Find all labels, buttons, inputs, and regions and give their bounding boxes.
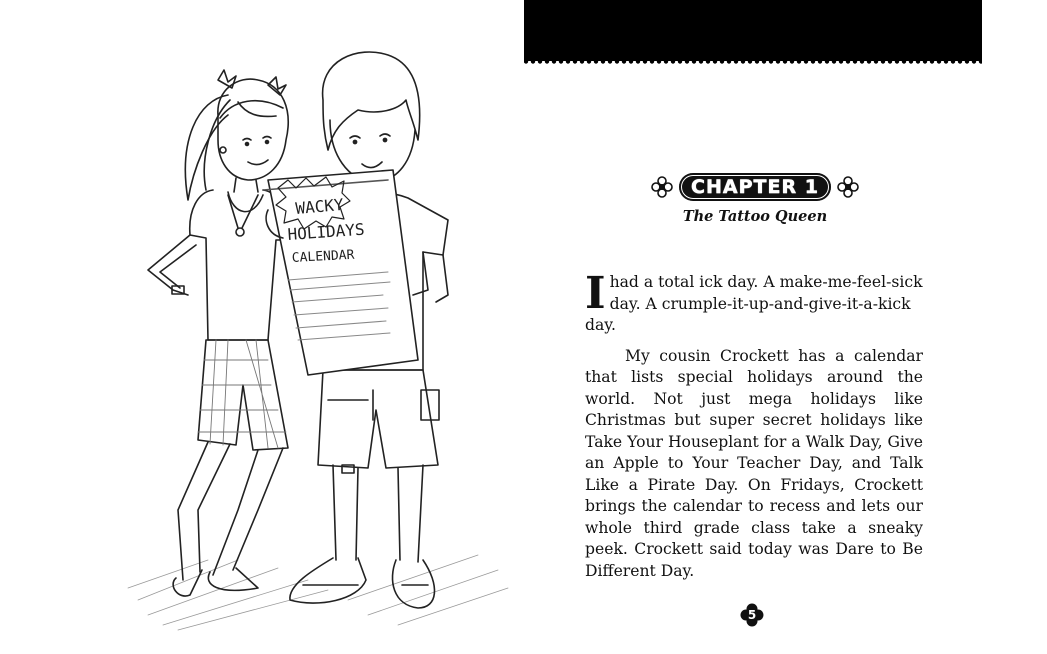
illustration-kids-with-calendar xyxy=(118,40,518,640)
paragraph-opening-text: had a total ick day. A make-me-feel-sick day. A crumple-it-up-and-give-it-a-kick day. xyxy=(585,273,923,334)
poster-line-holidays: HOLIDAYS xyxy=(286,219,366,244)
drop-cap: I xyxy=(585,268,606,319)
page-number-badge xyxy=(740,603,764,627)
chapter-body-text xyxy=(585,268,923,591)
flower-ornament-icon xyxy=(651,176,673,198)
chapter-label: CHAPTER 1 xyxy=(679,173,831,201)
paragraph-opening xyxy=(585,268,923,337)
paragraph-calendar: My cousin Crockett has a calendar that lists special holidays around the world. Not just mega holidays like Christmas but super secret holidays like Take Your Houseplant for a Walk Day, Give an Apple to Your Teacher Day, and Talk Like a Pirate Day. On Fridays, Crockett brings the calendar to recess and lets our whole third grade class take a sneaky peek. Crockett said today was Dare to Be Different Day. xyxy=(585,346,923,580)
page-number: 5 xyxy=(747,608,757,622)
flower-ornament-icon xyxy=(837,176,859,198)
kids-drawing xyxy=(118,40,518,640)
chapter-header-bar xyxy=(524,0,982,60)
chapter-heading xyxy=(640,170,870,204)
poster-line-calendar: CALENDAR xyxy=(291,247,355,266)
chapter-title: The Tattoo Queen xyxy=(682,208,828,225)
poster-line-wacky: WACKY xyxy=(294,194,345,218)
header-scalloped-edge xyxy=(524,58,982,66)
